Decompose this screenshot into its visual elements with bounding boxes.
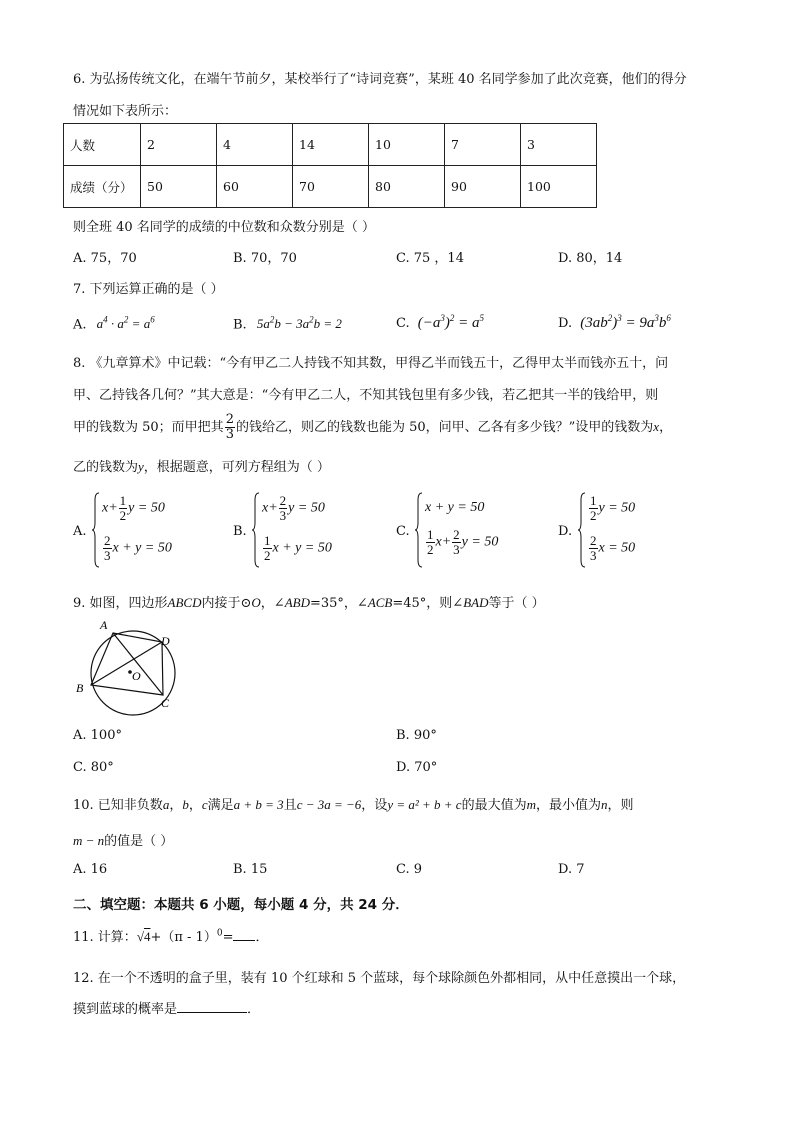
score-table <box>63 123 597 208</box>
label-o: O <box>132 669 141 683</box>
q11-line: 11. 计算：√4+（π - 1）$^0$= ． <box>73 928 269 945</box>
q10-option-b: B. 15 <box>233 862 268 877</box>
table-cell: 4 <box>217 124 293 166</box>
brace-icon <box>252 492 260 568</box>
section-heading: 二、填空题：本题共 6 小题，每小题 4 分，共 24 分． <box>73 897 409 913</box>
q8-option-b-system: x+ $\frac{2}{3}$ y = 50 $\frac{1}{2}$ x + y = 50 <box>252 492 372 572</box>
q6-option-d: D. 80，14 <box>558 251 623 266</box>
q9-stem: 9. 如图，四边形ABCD内接于⊙O，∠ABD=35°，∠ACB=45°，则∠BAD等于（ ） <box>73 595 545 611</box>
brace-icon <box>415 492 423 568</box>
q7-option-d: D. $(3ab^2)^3 = 9a^3b^6$ <box>558 313 671 331</box>
q9-option-b: B. 90° <box>396 728 437 743</box>
q7-stem: 7. 下列运算正确的是（ ） <box>73 282 224 297</box>
q8-line4: 乙的钱数为y，根据题意，可列方程组为（ ） <box>73 459 330 475</box>
q9-option-d: D. 70° <box>396 760 438 775</box>
q6-line1: 6. 为弘扬传统文化，在端午节前夕，某校举行了“诗词竞赛”，某班 40 名同学参加了此次竞赛，他们的得分 <box>73 72 687 87</box>
q7-option-a: A. $a^4 \cdot a^2 = a^6$ <box>73 315 155 333</box>
q8-option-d-system: $\frac{1}{2}$ y = 50 $\frac{2}{3}$ x = 50 <box>578 492 678 572</box>
table-cell: 成绩（分） <box>64 166 141 208</box>
table-cell: 10 <box>369 124 445 166</box>
q8-line2: 甲、乙持钱各几何？”其大意是：“今有甲乙二人，不知其钱包里有多少钱，若乙把其一半的钱给甲，则 <box>73 388 659 403</box>
q8-option-b-label: B. <box>233 524 247 539</box>
table-cell: 7 <box>445 124 521 166</box>
brace-icon <box>578 492 586 568</box>
q9-option-c: C. 80° <box>73 760 114 775</box>
q12-line1: 12. 在一个不透明的盒子里，装有 10 个红球和 5 个蓝球，每个球除颜色外都相同，从中任意摸出一个球， <box>73 971 686 986</box>
table-cell: 2 <box>141 124 217 166</box>
q8-option-c-system: x + y = 50 $\frac{1}{2}$ x+ $\frac{2}{3}$ y = 50 <box>415 492 545 572</box>
table-cell: 90 <box>445 166 521 208</box>
q10-option-c: C. 9 <box>396 862 423 877</box>
table-cell: 50 <box>141 166 217 208</box>
label-a: A <box>100 618 108 632</box>
label-d: D <box>161 634 170 648</box>
q8-line1: 8. 《九章算术》中记载：“今有甲乙二人持钱不知其数，甲得乙半而钱五十，乙得甲太半而钱亦五十，问 <box>73 356 669 371</box>
q8-line3: 甲的钱数为 50；而甲把其 $\frac{2}{3}$ 的钱给乙，则乙的钱数也能为 50，问甲、乙各有多少钱？”设甲的钱数为x， <box>73 412 673 442</box>
q8-option-c-label: C. <box>396 524 410 539</box>
q8-option-a-system: x+ $\frac{1}{2}$ y = 50 $\frac{2}{3}$ x + y = 50 <box>92 492 212 572</box>
q12-line2: 摸到蓝球的概率是 ． <box>73 1002 261 1017</box>
q6-option-c: C. 75 ，14 <box>396 251 464 266</box>
table-cell: 100 <box>521 166 597 208</box>
q6-option-a: A. 75，70 <box>73 251 137 266</box>
table-cell: 60 <box>217 166 293 208</box>
q9-option-a: A. 100° <box>73 728 122 743</box>
q6-option-b: B. 70，70 <box>233 251 297 266</box>
q8-option-d-label: D. <box>558 524 573 539</box>
q8-option-a-label: A. <box>73 524 87 539</box>
label-c: C <box>161 696 170 710</box>
q10-option-a: A. 16 <box>73 862 108 877</box>
q7-option-b: B. $5a^2b - 3a^2b = 2$ <box>233 315 342 333</box>
q7-option-c: C. $(-a^3)^2 = a^5$ <box>396 313 485 331</box>
square-root: √4 <box>136 929 151 944</box>
brace-icon <box>92 492 100 568</box>
table-cell: 70 <box>293 166 369 208</box>
q6-question: 则全班 40 名同学的成绩的中位数和众数分别是（ ） <box>73 220 375 235</box>
fraction-two-thirds: $\frac{2}{3}$ <box>225 412 234 442</box>
table-row <box>64 124 597 166</box>
answer-blank[interactable] <box>233 940 255 941</box>
table-row <box>64 166 597 208</box>
table-cell: 80 <box>369 166 445 208</box>
table-cell: 14 <box>293 124 369 166</box>
table-cell: 3 <box>521 124 597 166</box>
q10-line1: 10. 已知非负数a，b，c满足a + b = 3且c − 3a = −6，设y = a² + b + c的最大值为m，最小值为n，则 <box>73 797 634 813</box>
table-cell: 人数 <box>64 124 141 166</box>
q6-line2: 情况如下表所示： <box>73 104 178 119</box>
answer-blank[interactable] <box>177 1012 247 1013</box>
circle-figure <box>70 616 200 716</box>
label-b: B <box>76 681 84 695</box>
q10-line2: m − n的值是（ ） <box>73 833 174 849</box>
q10-option-d: D. 7 <box>558 862 585 877</box>
